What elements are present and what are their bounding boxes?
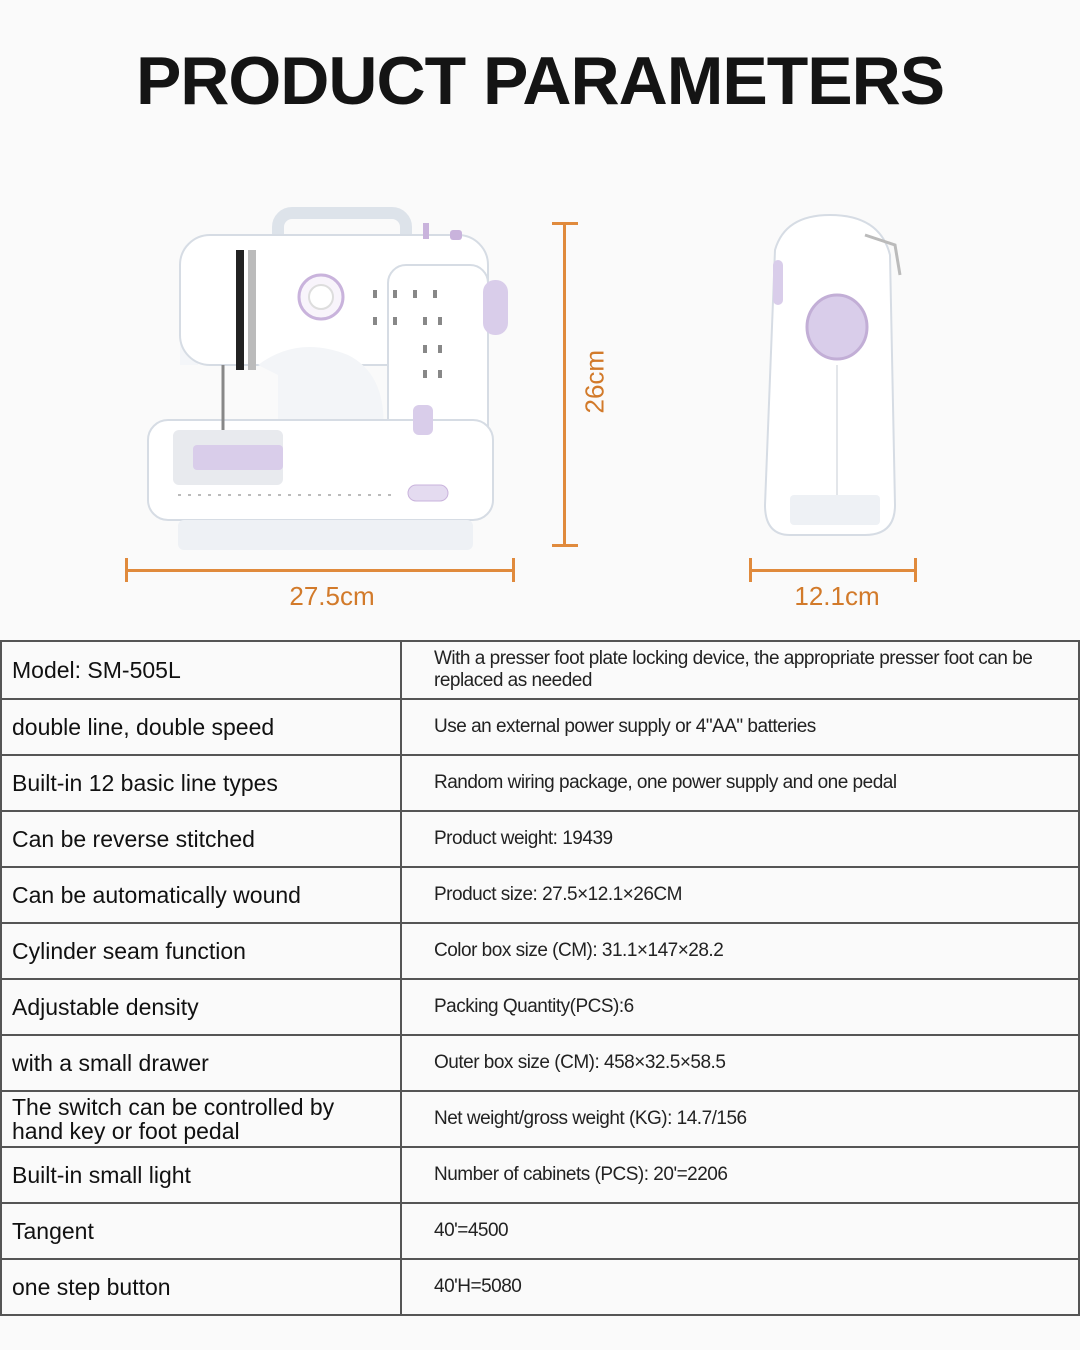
- spec-detail: Number of cabinets (PCS): 20'=2206: [401, 1147, 1079, 1203]
- page-title: PRODUCT PARAMETERS: [135, 43, 945, 119]
- spec-feature: Can be automatically wound: [1, 867, 401, 923]
- spec-detail: 40'=4500: [401, 1203, 1079, 1259]
- spec-feature: Adjustable density: [1, 979, 401, 1035]
- table-row: [1, 1203, 1079, 1259]
- table-row: [1, 979, 1079, 1035]
- spec-detail: Product size: 27.5×12.1×26CM: [401, 867, 1079, 923]
- spec-detail: With a presser foot plate locking device, the appropriate presser foot can be replaced as needed: [401, 641, 1079, 699]
- table-row: [1, 1035, 1079, 1091]
- spec-feature: double line, double speed: [1, 699, 401, 755]
- spec-feature: Tangent: [1, 1203, 401, 1259]
- height-dimension-label: 26cm: [579, 349, 610, 414]
- spec-feature: Can be reverse stitched: [1, 811, 401, 867]
- table-row: [1, 1091, 1079, 1147]
- table-row: [1, 755, 1079, 811]
- width-dimension-line: [125, 569, 515, 572]
- height-dimension-cap-top: [552, 222, 578, 225]
- height-dimension-line: [563, 222, 566, 547]
- sewing-machine-side-image: [745, 205, 920, 545]
- spec-detail: Random wiring package, one power supply and one pedal: [401, 755, 1079, 811]
- spec-feature: Cylinder seam function: [1, 923, 401, 979]
- spec-feature: with a small drawer: [1, 1035, 401, 1091]
- spec-feature: Model: SM-505L: [1, 641, 401, 699]
- depth-dimension-cap-right: [914, 558, 917, 582]
- table-row: [1, 1259, 1079, 1315]
- depth-dimension-label: 12.1cm: [794, 581, 880, 611]
- sewing-machine-front-image: [138, 205, 518, 555]
- depth-dimension-cap-left: [749, 558, 752, 582]
- width-dimension-label: 27.5cm: [289, 581, 375, 611]
- depth-dimension-line: [749, 569, 917, 572]
- spec-detail: Product weight: 19439: [401, 811, 1079, 867]
- spec-detail: Net weight/gross weight (KG): 14.7/156: [401, 1091, 1079, 1147]
- spec-feature: one step button: [1, 1259, 401, 1315]
- table-row: [1, 867, 1079, 923]
- table-row: [1, 811, 1079, 867]
- table-row: [1, 1147, 1079, 1203]
- spec-detail: Packing Quantity(PCS):6: [401, 979, 1079, 1035]
- spec-feature: Built-in 12 basic line types: [1, 755, 401, 811]
- width-dimension-cap-right: [512, 558, 515, 582]
- spec-table: [0, 640, 1080, 1316]
- spec-detail: Outer box size (CM): 458×32.5×58.5: [401, 1035, 1079, 1091]
- height-dimension-cap-bottom: [552, 544, 578, 547]
- table-row: [1, 699, 1079, 755]
- table-row: [1, 641, 1079, 699]
- spec-feature: The switch can be controlled by hand key or foot pedal: [1, 1091, 401, 1147]
- spec-feature: Built-in small light: [1, 1147, 401, 1203]
- spec-detail: 40'H=5080: [401, 1259, 1079, 1315]
- width-dimension-cap-left: [125, 558, 128, 582]
- table-row: [1, 923, 1079, 979]
- spec-detail: Color box size (CM): 31.1×147×28.2: [401, 923, 1079, 979]
- spec-detail: Use an external power supply or 4"AA" batteries: [401, 699, 1079, 755]
